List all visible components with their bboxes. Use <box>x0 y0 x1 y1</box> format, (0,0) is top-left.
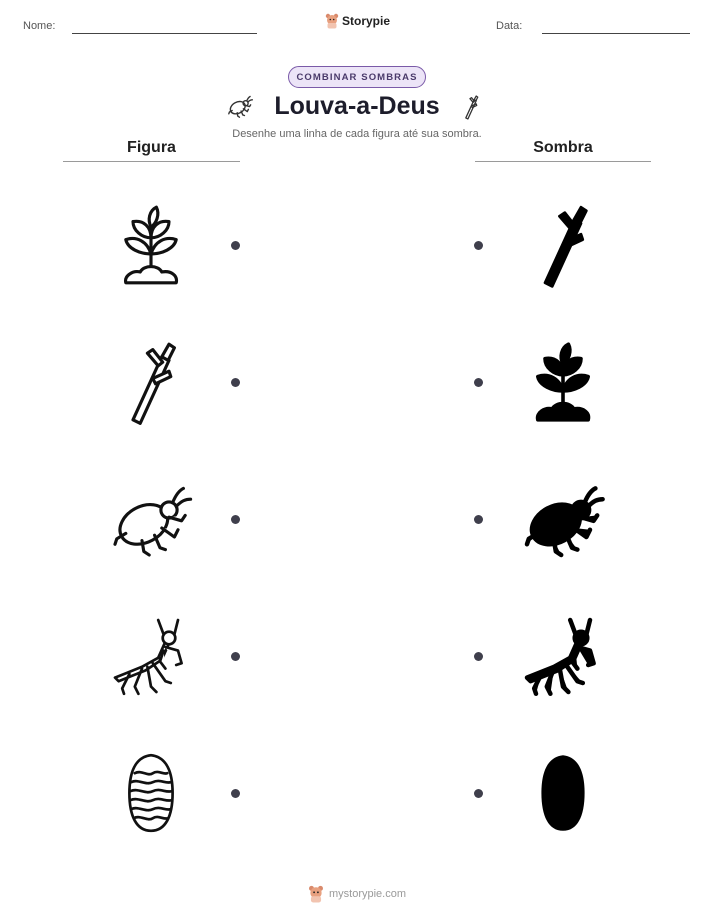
ootheca-shadow-icon <box>518 748 608 838</box>
column-divider <box>475 161 651 162</box>
match-dot-right[interactable] <box>474 789 483 798</box>
mantis-icon <box>106 611 196 701</box>
column-divider <box>63 161 240 162</box>
twig-icon <box>458 92 484 122</box>
activity-badge: COMBINAR SOMBRAS <box>288 66 426 88</box>
match-dot-left[interactable] <box>231 515 240 524</box>
twig-shadow-icon <box>518 200 608 290</box>
match-dot-left[interactable] <box>231 241 240 250</box>
name-label: Nome: <box>23 20 56 32</box>
date-label: Data: <box>496 20 523 32</box>
footer <box>0 885 714 903</box>
instructions: Desenhe uma linha de cada figura até sua sombra. <box>232 128 482 140</box>
match-dot-right[interactable] <box>474 378 483 387</box>
column-header-figure: Figura <box>127 139 176 156</box>
twig-icon <box>106 337 196 427</box>
match-dot-left[interactable] <box>231 789 240 798</box>
date-field[interactable] <box>542 33 690 34</box>
column-header-shadow: Sombra <box>533 139 593 156</box>
page-title: Louva-a-Deus <box>274 92 440 120</box>
brand-logo <box>325 13 390 29</box>
beetle-shadow-icon <box>518 474 608 564</box>
match-dot-right[interactable] <box>474 652 483 661</box>
ootheca-icon <box>106 748 196 838</box>
match-dot-left[interactable] <box>231 652 240 661</box>
name-field[interactable] <box>72 33 257 34</box>
sprout-icon <box>106 200 196 290</box>
footer-url[interactable]: mystorypie.com <box>328 888 407 900</box>
match-dot-left[interactable] <box>231 378 240 387</box>
beetle-icon <box>106 474 196 564</box>
bear-mascot-icon <box>308 885 324 903</box>
match-dot-right[interactable] <box>474 515 483 524</box>
match-dot-right[interactable] <box>474 241 483 250</box>
sprout-shadow-icon <box>518 337 608 427</box>
mantis-shadow-icon <box>518 611 608 701</box>
bear-mascot-icon <box>325 13 339 29</box>
brand-name: Storypie <box>342 14 391 28</box>
